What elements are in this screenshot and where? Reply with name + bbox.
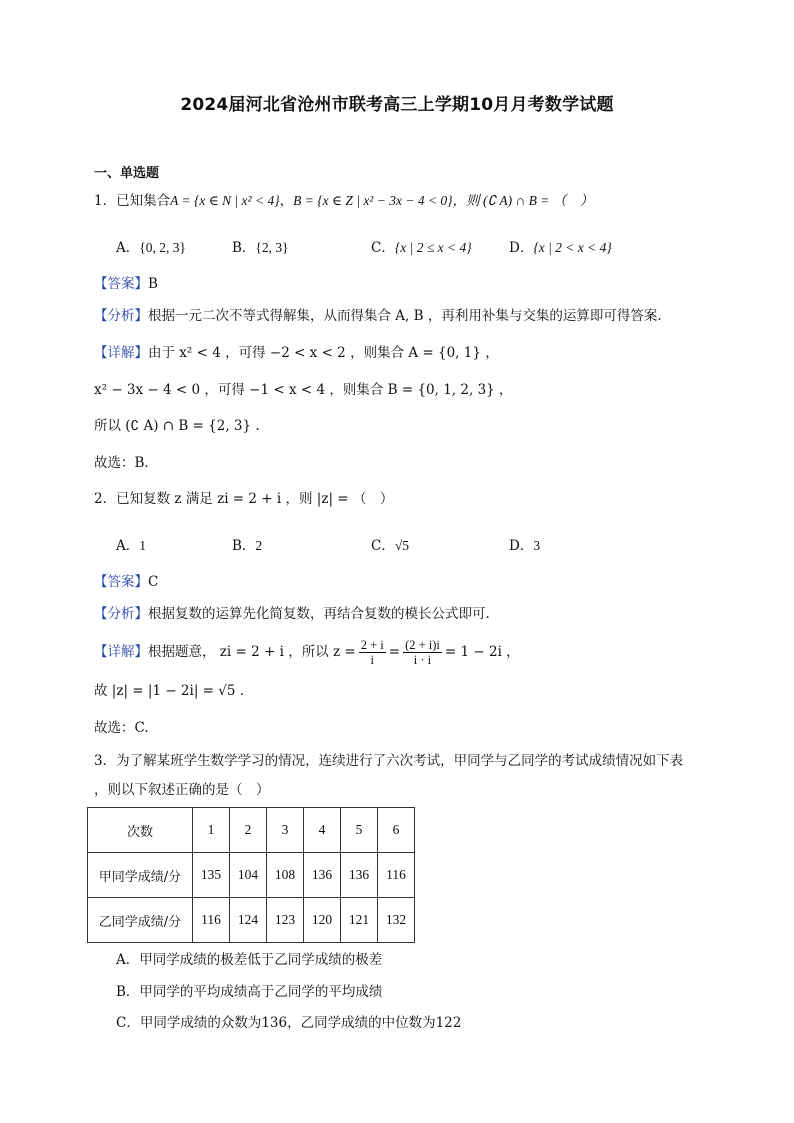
- scores-table: [87, 807, 415, 943]
- answer-value: C: [148, 574, 159, 590]
- table-cell: 123: [267, 898, 304, 943]
- q1-detail-1: [94, 343, 499, 363]
- table-cell: 136: [341, 853, 378, 898]
- option-label: B．: [232, 240, 256, 256]
- table-cell: 124: [230, 898, 267, 943]
- detail-text-tail: = 1 − 2i ，: [444, 644, 520, 660]
- fraction-numerator: (2 + i)i: [405, 637, 440, 652]
- q1-option-d: [509, 236, 612, 256]
- q1-answer: [94, 274, 158, 294]
- q1-stem: [94, 191, 593, 211]
- q1-detail-3: 所以 (∁ A) ∩ B = {2, 3} .: [94, 418, 260, 434]
- section-heading: 一、单选题: [94, 166, 160, 181]
- table-cell: 116: [378, 853, 415, 898]
- analysis-tag: 【分析】: [94, 308, 148, 324]
- option-label: D．: [509, 538, 534, 554]
- q2-option-b: [232, 534, 262, 554]
- table-cell: 121: [341, 898, 378, 943]
- q1-option-b: [232, 236, 289, 256]
- option-label: B．: [232, 538, 256, 554]
- option-label: A．: [116, 240, 140, 256]
- fraction-denominator: i: [370, 652, 374, 667]
- option-text: {0, 2, 3}: [139, 240, 186, 255]
- option-label: C．: [371, 240, 395, 256]
- table-cell: 108: [267, 853, 304, 898]
- q2-analysis: [94, 604, 490, 624]
- table-row: [88, 853, 415, 898]
- q1-option-c: [371, 236, 472, 256]
- q2-option-a: [116, 534, 146, 554]
- q1-set-a: A = {x ∈ N | x² < 4}: [170, 193, 280, 208]
- table-cell: 4: [304, 808, 341, 853]
- detail-tag: 【详解】: [94, 345, 148, 361]
- table-cell: 120: [304, 898, 341, 943]
- answer-tag: 【答案】: [94, 276, 148, 292]
- fraction-numerator: 2 + i: [360, 637, 384, 652]
- q2-answer: [94, 572, 158, 592]
- table-cell: 甲同学成绩/分: [88, 853, 193, 898]
- option-label: C．: [371, 538, 395, 554]
- q1-set-b: B = {x ∈ Z | x² − 3x − 4 < 0}: [293, 193, 453, 208]
- q1-analysis: [94, 306, 662, 326]
- q1-stem-prefix: 1．已知集合: [94, 193, 171, 209]
- option-text: 3: [533, 538, 541, 553]
- table-cell: 104: [230, 853, 267, 898]
- table-cell: 5: [341, 808, 378, 853]
- page-title: 2024届河北省沧州市联考高三上学期10月月考数学试题: [180, 95, 614, 115]
- fraction-1: [359, 638, 386, 667]
- answer-tag: 【答案】: [94, 574, 148, 590]
- detail-text: 根据题意， zi = 2 + i ，所以 z =: [148, 644, 356, 660]
- table-cell: 3: [267, 808, 304, 853]
- q3-option-c: C．甲同学成绩的众数为136，乙同学成绩的中位数为122: [116, 1015, 462, 1031]
- table-cell: 乙同学成绩/分: [88, 898, 193, 943]
- q2-detail-1: [94, 632, 520, 672]
- q3-stem-2: ，则以下叙述正确的是（ ）: [94, 782, 270, 798]
- q1-option-a: [116, 236, 186, 256]
- option-text: {x | 2 ≤ x < 4}: [394, 240, 472, 255]
- detail-text: 由于 x² < 4 ，可得 −2 < x < 2 ，则集合 A = {0, 1} ，: [148, 345, 499, 361]
- table-cell: 135: [193, 853, 230, 898]
- q2-detail-2: 故 |z| = |1 − 2i| = √5 .: [94, 683, 245, 699]
- answer-value: B: [148, 276, 158, 292]
- analysis-text: 根据一元二次不等式得解集，从而得集合 A, B ，再利用补集与交集的运算即可得答案.: [148, 308, 662, 324]
- table-cell: 6: [378, 808, 415, 853]
- equals-sign: =: [388, 644, 401, 660]
- table-cell: 132: [378, 898, 415, 943]
- q2-option-d: [509, 534, 540, 554]
- table-cell: 136: [304, 853, 341, 898]
- q2-stem: 2．已知复数 z 满足 zi = 2 + i ，则 |z| = （ ）: [94, 491, 394, 507]
- q3-option-a: A．甲同学成绩的极差低于乙同学成绩的极差: [116, 952, 383, 968]
- table-cell: 1: [193, 808, 230, 853]
- table-header-row: [88, 808, 415, 853]
- q2-choose: 故选：C.: [94, 720, 149, 736]
- q2-option-c: [371, 534, 409, 554]
- option-label: A．: [116, 538, 140, 554]
- q1-detail-2: x² − 3x − 4 < 0 ，可得 −1 < x < 4 ，则集合 B = {0, 1, 2, 3} ，: [94, 382, 513, 398]
- q3-stem-1: 3．为了解某班学生数学学习的情况，连续进行了六次考试，甲同学与乙同学的考试成绩情况如下表: [94, 753, 684, 769]
- table-cell: 次数: [88, 808, 193, 853]
- fraction-2: [403, 638, 442, 667]
- q1-ask: ，则 (∁ A) ∩ B = （ ）: [452, 193, 594, 208]
- fraction-denominator: i · i: [413, 652, 432, 667]
- option-text: {2, 3}: [255, 240, 289, 255]
- option-text: √5: [394, 538, 410, 553]
- option-label: D．: [509, 240, 534, 256]
- option-text: 1: [139, 538, 146, 553]
- q3-option-b: B．甲同学的平均成绩高于乙同学的平均成绩: [116, 984, 383, 1000]
- q1-sep: ，: [279, 193, 294, 209]
- analysis-text: 根据复数的运算先化简复数，再结合复数的模长公式即可.: [148, 606, 490, 622]
- table-cell: 116: [193, 898, 230, 943]
- option-text: 2: [255, 538, 263, 553]
- detail-tag: 【详解】: [94, 644, 148, 660]
- analysis-tag: 【分析】: [94, 606, 148, 622]
- table-cell: 2: [230, 808, 267, 853]
- table-row: [88, 898, 415, 943]
- option-text: {x | 2 < x < 4}: [533, 240, 612, 255]
- q1-choose: 故选：B.: [94, 455, 149, 471]
